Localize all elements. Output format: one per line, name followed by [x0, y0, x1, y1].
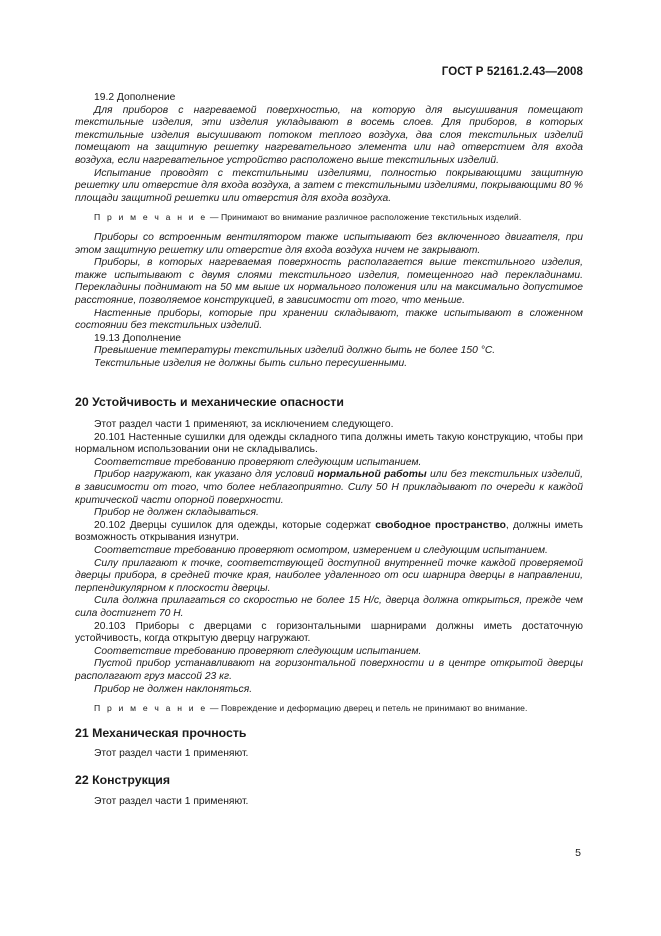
test-text: Прибор нагружают, как указано для условий [94, 469, 318, 481]
section-22-text: Этот раздел части 1 применяют. [94, 795, 249, 807]
note-label: П р и м е ч а н и е [94, 703, 208, 714]
test-text: или без текстильных изделий, в зависимости от того, что более неблагоприятно. Силу 50 Н прикладывают по очереди к каждой критической части опорной поверхности. [75, 469, 583, 506]
defined-term: свободное пространство [375, 519, 506, 531]
clause-20-102 [75, 520, 583, 545]
section-19-2-paragraph: Настенные приборы, которые при хранении складывают, также испытывают в сложенном состоянии без текстильных изделий. [75, 307, 583, 332]
clause-20-101: 20.101 Настенные сушилки для одежды складного типа должны иметь такую конструкцию, чтобы при нормальном использовании они не складывались. [75, 431, 583, 456]
section-21-text: Этот раздел части 1 применяют. [94, 748, 249, 760]
section-19-2-heading: 19.2 Дополнение [94, 92, 176, 103]
section-21-title: 21 Механическая прочность [75, 725, 247, 740]
note [75, 211, 583, 224]
compliance-check: Соответствие требованию проверяют следующим испытанием. [94, 645, 422, 657]
section-19-2-paragraph: Приборы со встроенным вентилятором также испытывают без включенного двигателя, при этом защитную решетку или отверстие для входа воздуха ничем не закрывают. [75, 231, 583, 256]
note-text: — Принимают во внимание различное расположение текстильных изделий. [207, 212, 522, 223]
document-header-id: ГОСТ Р 52161.2.43—2008 [441, 66, 583, 78]
section-19-13-heading: 19.13 Дополнение [94, 332, 182, 344]
note-label: П р и м е ч а н и е [94, 212, 208, 223]
note-text: — Повреждение и деформацию дверец и петель не принимают во внимание. [207, 703, 528, 714]
test-result: Прибор не должен складываться. [94, 507, 259, 519]
clause-text: , должны иметь возможность открывания изнутри. [75, 519, 583, 544]
clause-20-103: 20.103 Приборы с дверцами с горизонтальными шарнирами должны иметь достаточную устойчивость, когда открытую дверцу нагружают. [75, 620, 583, 645]
compliance-check: Соответствие требованию проверяют осмотром, измерением и следующим испытанием. [94, 545, 548, 556]
compliance-check: Соответствие требованию проверяют следующим испытанием. [94, 456, 422, 468]
test-description: Сила должна прилагаться со скоростью не более 15 Н/с, дверца должна открыться, прежде чем сила достигнет 70 Н. [75, 595, 583, 619]
test-description: Силу прилагают к точке, соответствующей доступной внутренней точке каждой проверяемой дверцы прибора, в средней точке края, наиболее удаленного от оси шарнира дверцы в направлении, перпендикулярном к плоскости дверцы. [75, 557, 583, 594]
section-19-2-paragraph: Для приборов с нагреваемой поверхностью, на которую для высушивания помещают текстильные изделия, эти изделия укладывают в восемь слоев. Для приборов, в которых текстильные изделия высушивают потоком теплого воздуха, два слоя текстильных изделий помещают на защитную решетку нагревательного элемента или над отверстием для входа воздуха, если нагревательное устройство расположено выше текстильных изделий. [75, 104, 583, 166]
test-description [75, 469, 583, 507]
section-19-13-paragraph: Превышение температуры текстильных изделий должно быть не более 150 °С. [94, 345, 496, 357]
section-22-title: 22 Конструкция [75, 772, 171, 787]
section-19-13-paragraph: Текстильные изделия не должны быть сильно пересушенными. [94, 357, 408, 369]
section-19-2-paragraph: Испытание проводят с текстильными изделиями, полностью покрывающими защитную решетку или отверстие для входа воздуха, а затем с текстильными изделиями, покрывающими 80 % площади защитной решетки или отверстия для входа воздуха. [75, 167, 583, 204]
page-number: 5 [575, 847, 581, 859]
section-20-intro: Этот раздел части 1 применяют, за исключением следующего. [94, 419, 394, 431]
note [75, 702, 583, 715]
clause-text: 20.102 Дверцы сушилок для одежды, которые содержат [94, 519, 376, 531]
test-result: Прибор не должен наклоняться. [94, 683, 253, 695]
defined-term: нормальной работы [317, 469, 427, 481]
document-body [75, 92, 583, 808]
test-description: Пустой прибор устанавливают на горизонтальной поверхности и в центре открытой дверцы располагают груз массой 23 кг. [75, 658, 583, 682]
section-20-title: 20 Устойчивость и механические опасности [75, 395, 344, 410]
section-19-2-paragraph: Приборы, в которых нагреваемая поверхность располагается выше текстильного изделия, также испытывают с двумя слоями текстильного изделия, помещенного над перекладинами. Перекладины поднимают на 50 мм выше их нормального положения или на максимально допустимое расстояние, позволяемое конструкцией, в зависимости от того, что меньше. [75, 257, 583, 306]
